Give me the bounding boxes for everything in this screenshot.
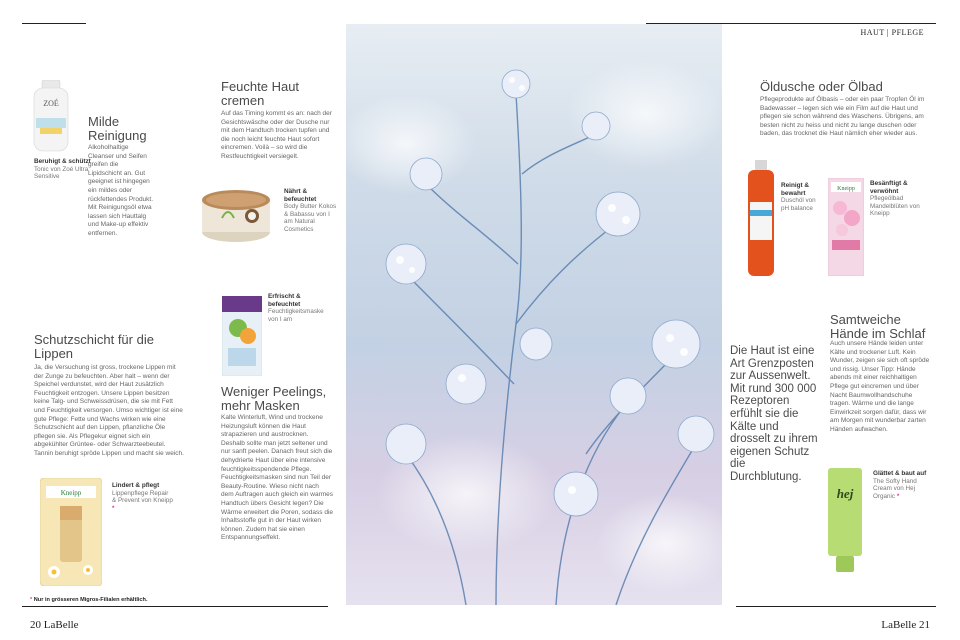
zoe-tonic-bottle: [32, 80, 70, 152]
oeldusche-heading: Öldusche oder Ölbad: [760, 79, 883, 94]
peelings-heading: Weniger Peelings, mehr Masken: [221, 384, 327, 413]
bad-product-title: Besänftigt & verwöhnt: [870, 180, 908, 195]
star-marker-footnote: *: [30, 597, 33, 603]
dusche-product-sub: Duschöl von pH balance: [781, 197, 816, 212]
top-rule-left: [22, 23, 86, 24]
bad-product-sub: Pflegeölbad Mandelblüten von Kneipp: [870, 195, 920, 218]
milde-product-title: Beruhigt & schützt: [34, 158, 91, 165]
bad-product-caption: [870, 180, 932, 218]
section-tag: HAUT | PFLEGE: [860, 28, 924, 37]
milde-product-sub: Tonic von Zoé Ultra Sensitive: [34, 165, 89, 181]
haende-product-title: Glättet & baut auf: [873, 470, 927, 477]
kneipp-oil-bath: [828, 178, 864, 276]
lippen-body: Ja, die Versuchung ist gross, trockene Lippen mit der Zunge zu befeuchten. Aber halt – wenn der Speichel verdunstet, wird der Haut zusätzlich Feuchtigkeit entzogen. Unsere Lippen besitzen keine Talg- und Schweissdrüsen, die sie mit Fett und Feuchtigkeit versorgen. Umso wichtiger ist eine gute Pflege: Fette und Wachs wirken wie eine Schutzschicht auf den Lippen, pflanzliche Öle pflegen sie. Als Pflegekur eignet sich ein abgekühlter Grüntee- oder Schwarzteebeutel. Tannin beruhigt spröde Lippen und macht sie weich.: [34, 364, 184, 457]
maske-product-caption: [268, 293, 328, 323]
lippen-product-title: Lindert & pflegt: [112, 482, 160, 489]
lippen-product-sub: Lippenpflege Repair & Prevent von Kneipp *: [112, 489, 173, 512]
star-marker-hej: *: [896, 492, 900, 500]
dusche-product-caption: [781, 182, 821, 212]
ph-balance-shower-oil: [746, 160, 776, 278]
dusche-product-title: Reinigt & bewahrt: [781, 182, 810, 197]
body-butter-jar: [200, 188, 272, 244]
haende-body: Auch unsere Hände leiden unter Kälte und trockener Luft. Kein Wunder, zeigen sie sich oft spröde und rissig. Unser Tipp: Hände abends mit einer reichhaltigen Pflege gut eincremen und über Nacht Baumwollhandschuhe tragen. Wärme und die lange Einwirkzeit sorgen dafür, dass wir am Morgen mit wunderbar zarten Händen aufwachen.: [830, 340, 930, 433]
bottom-rule-left: [22, 606, 328, 607]
lippen-heading: Schutzschicht für die Lippen: [34, 332, 154, 361]
footnote: * Nur in grösseren Migros-Filialen erhältlich.: [30, 597, 148, 603]
kneipp-lip-balm: [40, 478, 102, 586]
hej-hand-cream: [826, 468, 864, 574]
feuchte-product-sub: Body Butter Kokos & Babassu von I am Natural Cosmetics: [284, 203, 337, 233]
kneipp-brand-text-lip: Kneipp: [60, 489, 82, 497]
milde-body: Alkoholhaltige Cleanser und Seifen greifen die Lipidschicht an. Gut geeignet ist hingegen ein mildes oder rückfettendes Produkt. Mit Reinigungsöl etwa lassen sich Hauttalg und Make-up effektiv entfernen.: [88, 144, 154, 237]
bottom-rule-right: [736, 606, 936, 607]
oeldusche-body: Pflegeprodukte auf Ölbasis – oder ein paar Tropfen Öl im Badewasser – legen sich wie ein Film auf die Haut und pflegen sie schon während des Waschens. Übrigens, am besten nicht zu heiss und nicht zu lange duschen oder baden, das trocknet die Haut nämlich eher wieder aus.: [760, 96, 925, 138]
feuchte-product-title: Nährt & befeuchtet: [284, 188, 317, 203]
feuchte-body: Auf das Timing kommt es an: nach der Gesichtswäsche oder der Dusche nur mit dem Handtuch trocken tupfen und die noch leicht feuchte Haut sofort eincremen. Voilà – so wird die Restfeuchtigkeit versiegelt.: [221, 110, 332, 160]
peelings-body: Kalte Winterluft, Wind und trockene Heizungsluft können die Haut strapazieren und austrocknen. Deshalb sollte man jetzt seltener und nur sanft peelen. Danach freut sich die dehydrierte Haut über eine intensive feuchtigkeitsspendende Pflege. Feuchtigkeitsmasken sind nun Teil der Beauty-Routine. Wieso nicht nach dem Auftragen auch gleich ein warmes Handtuch übers Gesicht legen? Die Wärme erweitert die Poren, sodass die Inhaltsstoffe gut in der Haut wirken können. Zudem hat sie einen Entspannungseffekt.: [221, 414, 334, 542]
frosted-plants-photo: [346, 24, 722, 605]
face-mask-sachet: [222, 296, 262, 376]
feuchte-heading: Feuchte Haut cremen: [221, 79, 300, 108]
haende-product-caption: [873, 470, 933, 500]
maske-product-sub: Feuchtigkeitsmaske von I am: [268, 308, 324, 323]
star-marker-lip: *: [112, 504, 115, 512]
folio-left: 20 LaBelle: [30, 619, 79, 631]
folio-right: LaBelle 21: [881, 619, 930, 631]
pull-quote: Die Haut ist eine Art Grenzposten zur Aussenwelt. Mit rund 300 000 Rezeptoren erfühlt sie die Kälte und drosselt zu ihrem eigenen Schutz die Durchblutung.: [730, 345, 818, 483]
lippen-product-caption: [112, 482, 174, 512]
milde-heading: Milde Reinigung: [88, 114, 147, 143]
hej-brand-text: hej: [836, 486, 854, 501]
kneipp-brand-text-bath: Kneipp: [837, 186, 855, 192]
haende-product-sub: The Softy Hand Cream von Hej Organic *: [873, 477, 917, 500]
maske-product-title: Erfrischt & befeuchtet: [268, 293, 301, 308]
feuchte-product-caption: [284, 188, 338, 234]
milde-product-caption: [34, 158, 94, 181]
haende-heading: Samtweiche Hände im Schlaf: [830, 312, 926, 341]
zoe-brand-text: ZOÉ: [43, 99, 59, 108]
